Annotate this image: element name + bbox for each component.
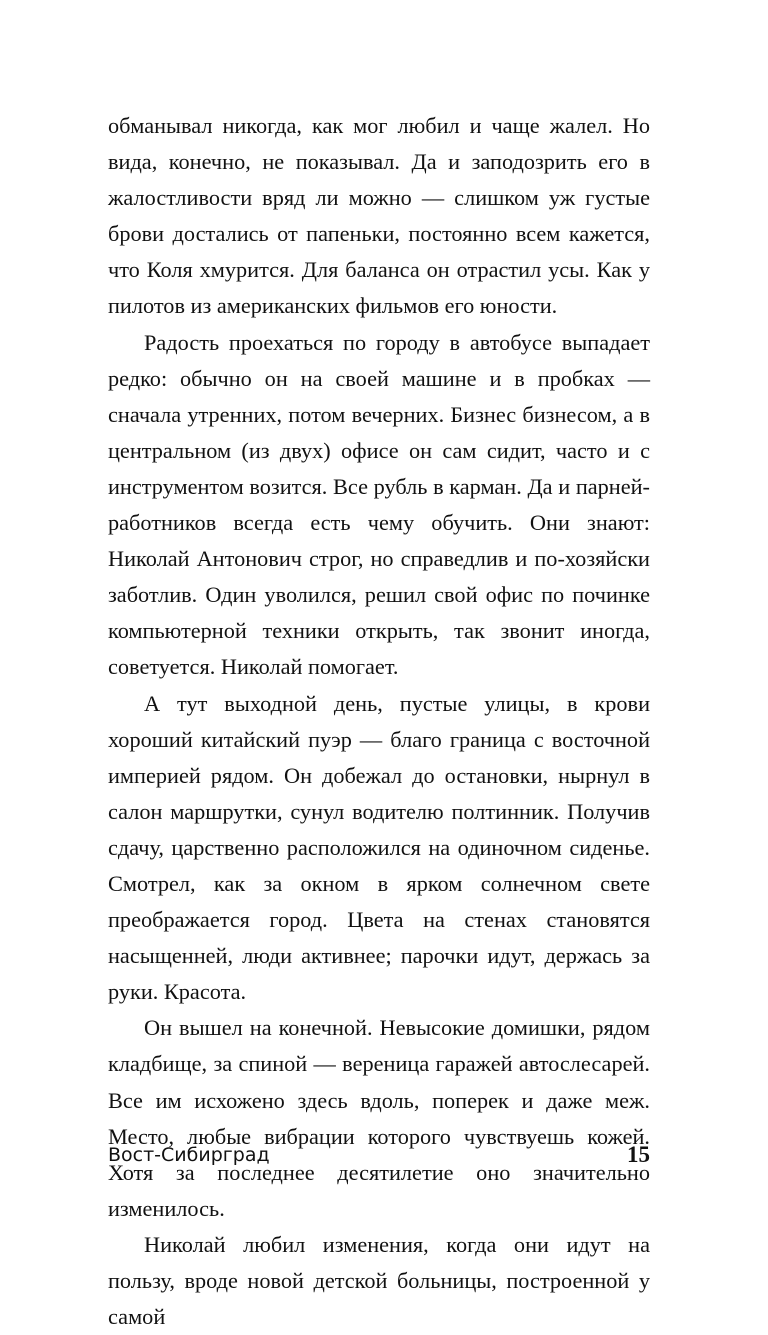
paragraph-5: Николай любил изменения, когда они идут на пользу, вроде новой детской больницы, построенной у самой [108,1231,650,1330]
paragraph-2: Радость проехаться по городу в автобусе выпадает редко: обычно он на своей машине и в пробках — сначала утренних, потом вечерних. Бизнес бизнесом, а в центральном (из двух) офисе он сам сидит, часто и с инструментом возится. Все рубль в карман. Да и парней-работников всегда есть чему обучить. Они знают: Николай Антонович строг, но справедлив и по-хозяйски заботлив. Один уволился, решил свой офис по починке компьютерной техники открыть, так звонит иногда, советуется. Николай помогает. [108,329,650,680]
paragraph-3: А тут выходной день, пустые улицы, в крови хороший китайский пуэр — благо граница с восточной империей рядом. Он добежал до остановки, нырнул в салон маршрутки, сунул водителю полтинник. Получив сдачу, царственно расположился на одиночном сиденье. Смотрел, как за окном в ярком солнечном свете преображается город. Цвета на стенах становятся насыщенней, люди активнее; парочки идут, держась за руки. Красота. [108,690,650,1005]
page-number: 15 [627,1142,650,1167]
paragraph-4: Он вышел на конечной. Невысокие домишки, рядом кладбище, за спиной — вереница гаражей автослесарей. Все им исхожено здесь вдоль, поперек и даже меж. Место, любые вибрации которого чувствуешь кожей. Хотя за последнее десятилетие оно значительно изменилось. [108,1015,650,1221]
paragraph-1: обманывал никогда, как мог любил и чаще жалел. Но вида, конечно, не показывал. Да и заподозрить его в жалостливости вряд ли можно — слишком уж густые брови достались от папеньки, постоянно всем кажется, что Коля хмурится. Для баланса он отрастил усы. Как у пилотов из американских фильмов его юности. [108,113,650,319]
book-title: Вост-Сибирград [108,1144,270,1166]
running-footer [108,1142,650,1172]
